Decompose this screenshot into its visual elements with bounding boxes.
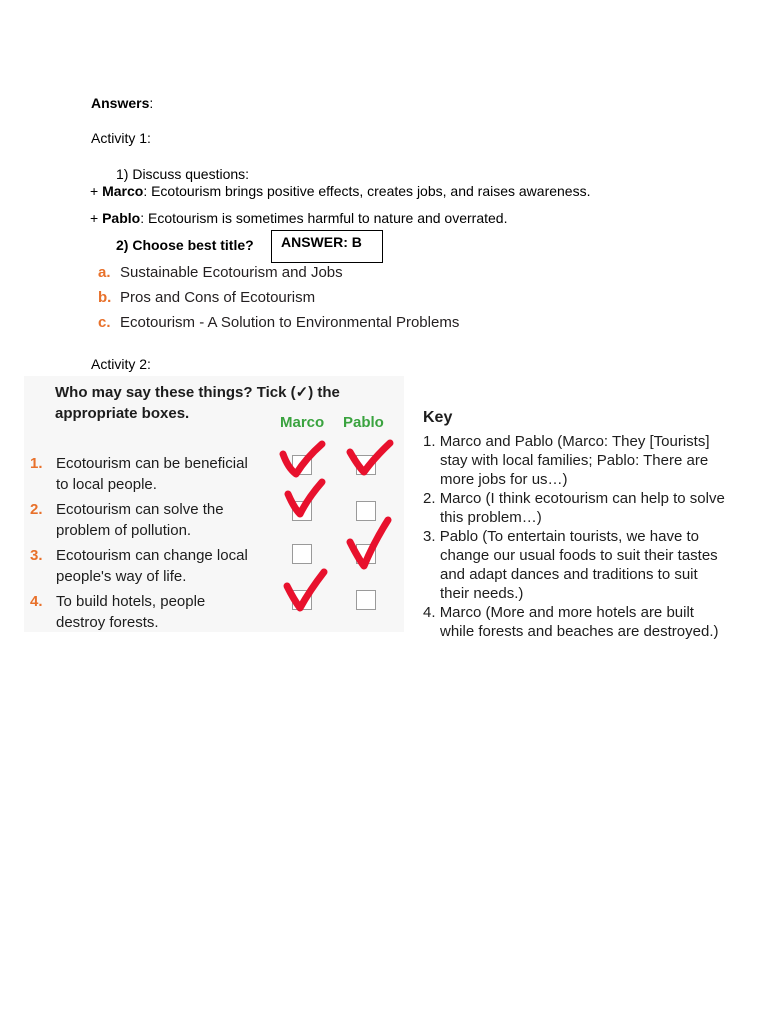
key-item-2: 2. Marco (I think ecotourism can help to solve this problem…) — [423, 490, 725, 526]
red-checkmark-icon — [278, 440, 328, 480]
key-title: Key — [423, 409, 453, 426]
activity1-label: Activity 1: — [91, 130, 151, 146]
key-item-1: 1. Marco and Pablo (Marco: They [Tourists] stay with local families; Pablo: There are more jobs for us…) — [423, 433, 710, 488]
option-a: a. Sustainable Ecotourism and Jobs — [98, 264, 343, 281]
checkmark-icon: ✓ — [295, 384, 309, 401]
column-header-marco: Marco — [280, 414, 325, 431]
checkbox-4-pablo[interactable] — [356, 590, 376, 610]
red-checkmark-icon — [282, 568, 332, 614]
red-checkmark-icon — [346, 440, 396, 480]
answers-heading: Answers: — [91, 95, 154, 111]
activity2-label: Activity 2: — [91, 356, 151, 372]
red-checkmark-icon — [344, 516, 396, 572]
key-item-3: 3. Pablo (To entertain tourists, we have to change our usual foods to suit their tastes and adapt dances and traditions to suit their needs.) — [423, 528, 718, 602]
checkbox-3-marco[interactable] — [292, 544, 312, 564]
option-c: c. Ecotourism - A Solution to Environmental Problems — [98, 314, 460, 331]
statement-1: 1. Ecotourism can be beneficial to local people. — [30, 455, 248, 493]
pablo-answer: + Pablo: Ecotourism is sometimes harmful to nature and overrated. — [90, 210, 508, 226]
option-b: b. Pros and Cons of Ecotourism — [98, 289, 316, 306]
column-header-pablo: Pablo — [343, 414, 384, 431]
marco-answer: + Marco: Ecotourism brings positive effects, creates jobs, and raises awareness. — [90, 183, 591, 199]
key-item-4: 4. Marco (More and more hotels are built while forests and beaches are destroyed.) — [423, 604, 719, 640]
activity2-heading-line2: appropriate boxes. — [55, 405, 190, 422]
discuss-questions: 1) Discuss questions: — [116, 166, 250, 182]
activity2-heading-line1: Who may say these things? Tick (✓) the — [55, 384, 340, 401]
statement-4: 4. To build hotels, people destroy forests. — [30, 593, 206, 631]
statement-3: 3. Ecotourism can change local people's way of life. — [30, 547, 248, 585]
answer-box: ANSWER: B — [271, 230, 383, 263]
choose-title-question: 2) Choose best title? — [116, 237, 254, 253]
statement-2: 2. Ecotourism can solve the problem of pollution. — [30, 501, 224, 539]
red-checkmark-icon — [284, 478, 330, 520]
